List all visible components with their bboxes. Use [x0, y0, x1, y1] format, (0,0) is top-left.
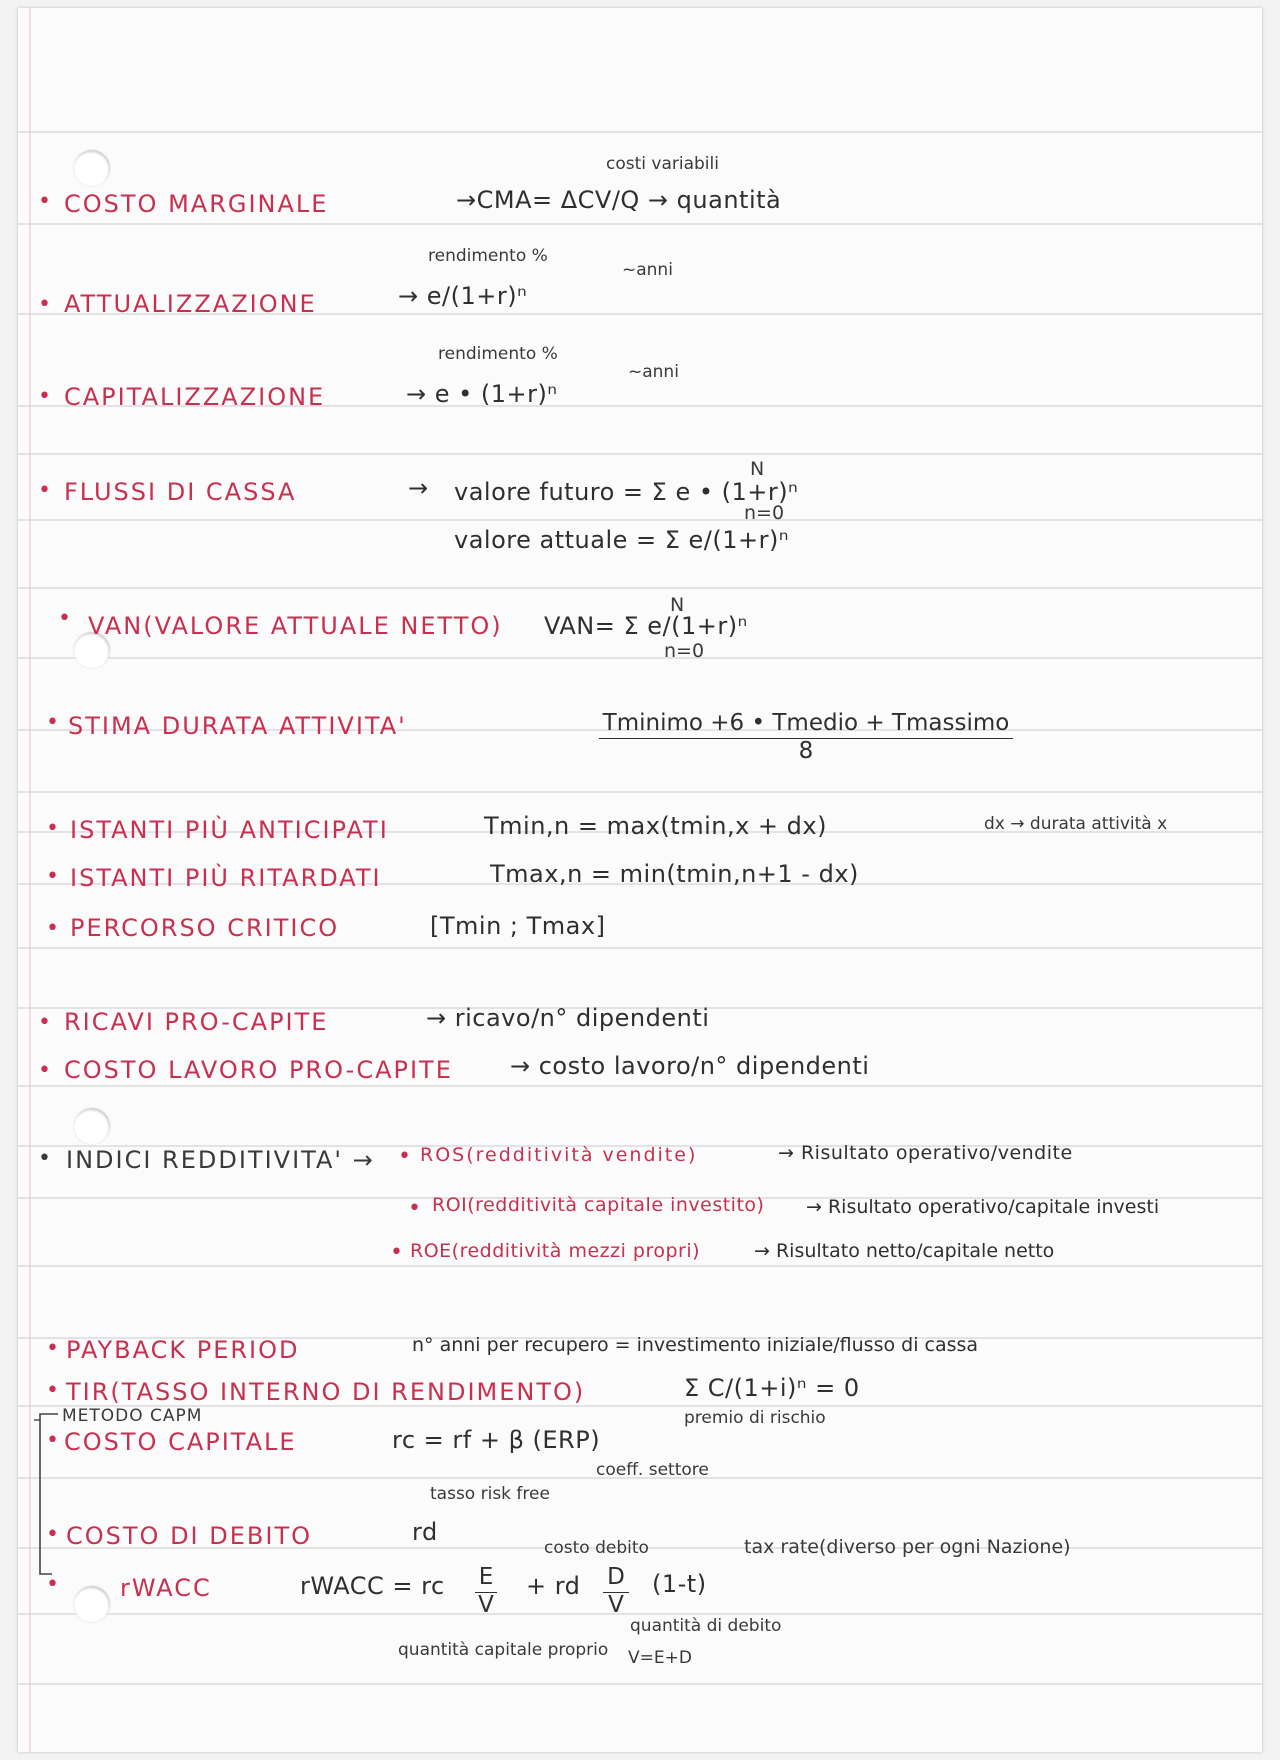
fraction-e-over-v	[466, 1564, 506, 1618]
note-quantita-capitale-proprio: quantità capitale proprio	[398, 1640, 609, 1660]
punch-hole-middle-2	[74, 1108, 110, 1144]
note-rendimento: rendimento %	[428, 246, 548, 266]
label-capitalizzazione: CAPITALIZZAZIONE	[64, 383, 326, 411]
label-metodo-capm: METODO CAPM	[62, 1406, 203, 1426]
note-coeff-settore: coeff. settore	[596, 1460, 709, 1480]
bullet: •	[58, 606, 71, 631]
bullet: •	[38, 1010, 51, 1035]
formula-costo-debito: rd	[412, 1518, 438, 1546]
note-tasso-risk-free: tasso risk free	[430, 1484, 550, 1504]
note-premio-rischio: premio di rischio	[684, 1408, 826, 1428]
bullet: •	[46, 1572, 59, 1597]
formula-ricavi-pro-capite: → ricavo/n° dipendenti	[426, 1004, 710, 1032]
formula-tir: Σ C/(1+i)ⁿ = 0	[684, 1374, 860, 1402]
formula-valore-futuro: valore futuro = Σ e • (1+r)ⁿ	[454, 478, 799, 506]
bracket-wacc-group	[18, 8, 78, 1752]
bullet: •	[38, 189, 51, 214]
formula-payback-period: n° anni per recupero = investimento iniziale/flusso di cassa	[412, 1334, 979, 1356]
numerator: Tminimo +6 • Tmedio + Tmassimo	[599, 710, 1014, 739]
sum-upper-bound: N	[670, 594, 685, 616]
label-ros: ROS(redditività vendite)	[420, 1144, 698, 1166]
bullet: •	[390, 1240, 403, 1265]
bullet: •	[38, 1058, 51, 1083]
note-anni: ~anni	[622, 260, 673, 280]
formula-costo-marginale: →CMA= ΔCV/Q → quantità	[456, 186, 782, 214]
label-roi: ROI(redditività capitale investito)	[432, 1194, 765, 1216]
bullet: •	[408, 1196, 421, 1221]
notebook-page	[18, 8, 1262, 1752]
note-costi-variabili: costi variabili	[606, 154, 719, 174]
formula-rwacc-left: rWACC = rc	[300, 1572, 445, 1600]
bullet: •	[38, 292, 51, 317]
sum-upper-bound: N	[750, 458, 765, 480]
numerator: D	[603, 1564, 629, 1593]
formula-percorso-critico: [Tmin ; Tmax]	[430, 912, 606, 940]
punch-hole-top	[74, 150, 110, 186]
label-indici-redditivita: INDICI REDDITIVITA' →	[66, 1146, 375, 1174]
formula-valore-attuale: valore attuale = Σ e/(1+r)ⁿ	[454, 526, 789, 554]
label-tir: TIR(TASSO INTERNO DI RENDIMENTO)	[66, 1378, 586, 1406]
label-rwacc: rWACC	[120, 1574, 212, 1602]
bullet: •	[46, 1378, 59, 1403]
bullet: •	[46, 1522, 59, 1547]
label-costo-lavoro-pro-capite: COSTO LAVORO PRO-CAPITE	[64, 1056, 453, 1084]
formula-tax-term: (1-t)	[652, 1570, 707, 1598]
sum-lower-bound: n=0	[744, 502, 785, 524]
label-van: VAN(VALORE ATTUALE NETTO)	[88, 612, 503, 640]
fraction-d-over-v	[598, 1564, 634, 1618]
label-costo-debito: COSTO DI DEBITO	[66, 1522, 312, 1550]
denominator: V	[478, 1592, 494, 1618]
bullet: •	[46, 1336, 59, 1361]
formula-istanti-ritardati: Tmax,n = min(tmin,n+1 - dx)	[490, 860, 859, 888]
note-quantita-debito: quantità di debito	[630, 1616, 782, 1636]
label-ricavi-pro-capite: RICAVI PRO-CAPITE	[64, 1008, 329, 1036]
label-istanti-ritardati: ISTANTI PIÙ RITARDATI	[70, 864, 382, 892]
denominator: V	[608, 1592, 624, 1618]
formula-istanti-anticipati: Tmin,n = max(tmin,x + dx)	[484, 812, 827, 840]
formula-roi: → Risultato operativo/capitale investi	[806, 1196, 1160, 1218]
formula-van: VAN= Σ e/(1+r)ⁿ	[544, 612, 748, 640]
label-roe: ROE(redditività mezzi propri)	[410, 1240, 701, 1262]
label-payback-period: PAYBACK PERIOD	[66, 1336, 300, 1364]
formula-costo-capitale: rc = rf + β (ERP)	[392, 1426, 601, 1454]
formula-plus-rd: + rd	[526, 1572, 581, 1600]
punch-hole-bottom	[74, 1586, 110, 1622]
formula-ros: → Risultato operativo/vendite	[778, 1142, 1073, 1164]
bullet: •	[46, 816, 59, 841]
formula-roe: → Risultato netto/capitale netto	[754, 1240, 1055, 1262]
label-percorso-critico: PERCORSO CRITICO	[70, 914, 340, 942]
note-durata-attivita: dx → durata attività x	[984, 814, 1168, 834]
bullet: •	[46, 710, 59, 735]
bullet: •	[46, 916, 59, 941]
note-tax-rate: tax rate(diverso per ogni Nazione)	[744, 1536, 1071, 1558]
formula-capitalizzazione: → e • (1+r)ⁿ	[406, 380, 558, 408]
denominator: 8	[798, 738, 814, 764]
bullet: •	[46, 1428, 59, 1453]
note-anni: ~anni	[628, 362, 679, 382]
note-v-equals: V=E+D	[628, 1648, 692, 1668]
bullet: •	[38, 384, 51, 409]
bullet: •	[398, 1144, 411, 1169]
label-stima-durata: STIMA DURATA ATTIVITA'	[68, 712, 407, 740]
bullet: •	[38, 478, 51, 503]
sum-lower-bound: n=0	[664, 640, 705, 662]
bullet: •	[46, 864, 59, 889]
note-costo-debito: costo debito	[544, 1538, 649, 1558]
label-flussi-di-cassa: FLUSSI DI CASSA	[64, 478, 297, 506]
note-rendimento: rendimento %	[438, 344, 558, 364]
label-costo-marginale: COSTO MARGINALE	[64, 190, 329, 218]
formula-attualizzazione: → e/(1+r)ⁿ	[398, 282, 528, 310]
formula-costo-lavoro-pro-capite: → costo lavoro/n° dipendenti	[510, 1052, 870, 1080]
arrow-flussi: →	[408, 474, 429, 502]
label-costo-capitale: COSTO CAPITALE	[64, 1428, 297, 1456]
label-istanti-anticipati: ISTANTI PIÙ ANTICIPATI	[70, 816, 389, 844]
numerator: E	[475, 1564, 498, 1593]
label-attualizzazione: ATTUALIZZAZIONE	[64, 290, 317, 318]
fraction-stima-durata	[536, 710, 1076, 764]
bullet: •	[38, 1146, 51, 1171]
